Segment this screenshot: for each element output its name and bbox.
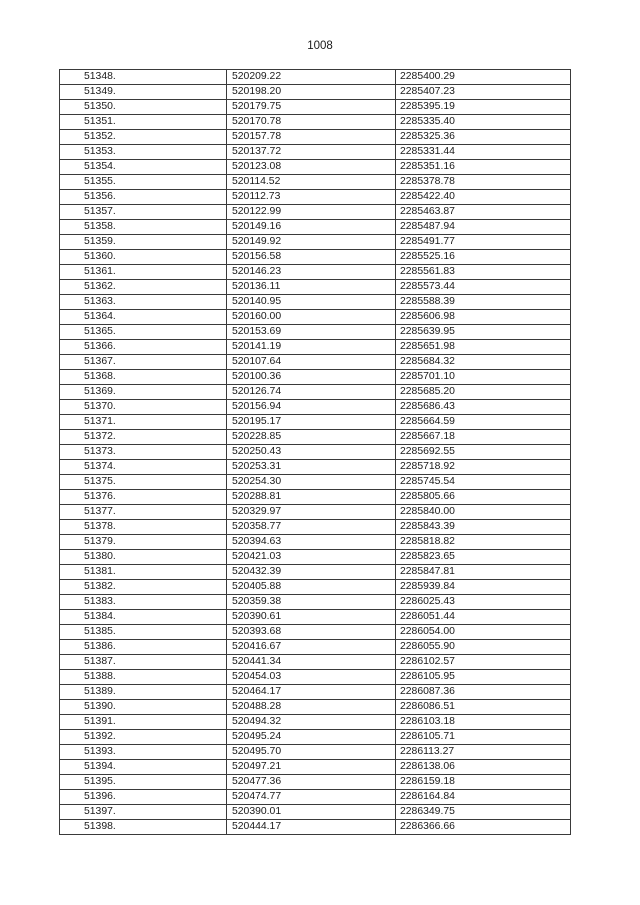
y-coordinate-cell: 2286138.06 [396, 760, 571, 775]
y-coordinate-cell: 2286105.71 [396, 730, 571, 745]
y-coordinate-cell: 2285639.95 [396, 325, 571, 340]
x-coordinate-cell: 520228.85 [227, 430, 396, 445]
point-number-cell: 51390. [60, 700, 227, 715]
y-coordinate-cell: 2285840.00 [396, 505, 571, 520]
x-coordinate-cell: 520160.00 [227, 310, 396, 325]
point-number-cell: 51358. [60, 220, 227, 235]
point-number-cell: 51374. [60, 460, 227, 475]
y-coordinate-cell: 2286113.27 [396, 745, 571, 760]
table-row [60, 775, 571, 790]
table-row [60, 85, 571, 100]
x-coordinate-cell: 520441.34 [227, 655, 396, 670]
y-coordinate-cell: 2286159.18 [396, 775, 571, 790]
y-coordinate-cell: 2285487.94 [396, 220, 571, 235]
x-coordinate-cell: 520170.78 [227, 115, 396, 130]
table-row [60, 550, 571, 565]
y-coordinate-cell: 2285823.65 [396, 550, 571, 565]
x-coordinate-cell: 520107.64 [227, 355, 396, 370]
table-row [60, 70, 571, 85]
table-row [60, 475, 571, 490]
x-coordinate-cell: 520209.22 [227, 70, 396, 85]
x-coordinate-cell: 520444.17 [227, 820, 396, 835]
table-row [60, 580, 571, 595]
x-coordinate-cell: 520156.58 [227, 250, 396, 265]
point-number-cell: 51394. [60, 760, 227, 775]
table-row [60, 205, 571, 220]
point-number-cell: 51391. [60, 715, 227, 730]
x-coordinate-cell: 520390.61 [227, 610, 396, 625]
x-coordinate-cell: 520123.08 [227, 160, 396, 175]
table-row [60, 700, 571, 715]
y-coordinate-cell: 2285686.43 [396, 400, 571, 415]
y-coordinate-cell: 2285407.23 [396, 85, 571, 100]
x-coordinate-cell: 520153.69 [227, 325, 396, 340]
table-row [60, 715, 571, 730]
point-number-cell: 51360. [60, 250, 227, 265]
point-number-cell: 51386. [60, 640, 227, 655]
x-coordinate-cell: 520195.17 [227, 415, 396, 430]
table-row [60, 220, 571, 235]
x-coordinate-cell: 520497.21 [227, 760, 396, 775]
x-coordinate-cell: 520254.30 [227, 475, 396, 490]
x-coordinate-cell: 520149.92 [227, 235, 396, 250]
y-coordinate-cell: 2285351.16 [396, 160, 571, 175]
point-number-cell: 51396. [60, 790, 227, 805]
table-row [60, 340, 571, 355]
table-row [60, 100, 571, 115]
y-coordinate-cell: 2285847.81 [396, 565, 571, 580]
point-number-cell: 51375. [60, 475, 227, 490]
x-coordinate-cell: 520122.99 [227, 205, 396, 220]
y-coordinate-cell: 2285684.32 [396, 355, 571, 370]
y-coordinate-cell: 2286051.44 [396, 610, 571, 625]
table-row [60, 610, 571, 625]
x-coordinate-cell: 520250.43 [227, 445, 396, 460]
table-row [60, 115, 571, 130]
x-coordinate-cell: 520140.95 [227, 295, 396, 310]
table-row [60, 820, 571, 835]
point-number-cell: 51349. [60, 85, 227, 100]
table-row [60, 310, 571, 325]
x-coordinate-cell: 520495.70 [227, 745, 396, 760]
y-coordinate-cell: 2285588.39 [396, 295, 571, 310]
table-row [60, 295, 571, 310]
y-coordinate-cell: 2286054.00 [396, 625, 571, 640]
table-row [60, 130, 571, 145]
x-coordinate-cell: 520405.88 [227, 580, 396, 595]
y-coordinate-cell: 2285395.19 [396, 100, 571, 115]
x-coordinate-cell: 520157.78 [227, 130, 396, 145]
point-number-cell: 51352. [60, 130, 227, 145]
y-coordinate-cell: 2285573.44 [396, 280, 571, 295]
point-number-cell: 51351. [60, 115, 227, 130]
y-coordinate-cell: 2286102.57 [396, 655, 571, 670]
x-coordinate-cell: 520114.52 [227, 175, 396, 190]
table-row [60, 655, 571, 670]
point-number-cell: 51392. [60, 730, 227, 745]
y-coordinate-cell: 2285745.54 [396, 475, 571, 490]
table-row [60, 745, 571, 760]
page-number: 1008 [307, 40, 333, 52]
point-number-cell: 51381. [60, 565, 227, 580]
table-row [60, 640, 571, 655]
point-number-cell: 51369. [60, 385, 227, 400]
table-row [60, 520, 571, 535]
table-row [60, 805, 571, 820]
point-number-cell: 51379. [60, 535, 227, 550]
table-row [60, 325, 571, 340]
y-coordinate-cell: 2286366.66 [396, 820, 571, 835]
table-row [60, 400, 571, 415]
y-coordinate-cell: 2286086.51 [396, 700, 571, 715]
y-coordinate-cell: 2285525.16 [396, 250, 571, 265]
point-number-cell: 51385. [60, 625, 227, 640]
table-row [60, 430, 571, 445]
x-coordinate-cell: 520149.16 [227, 220, 396, 235]
x-coordinate-cell: 520477.36 [227, 775, 396, 790]
y-coordinate-cell: 2285692.55 [396, 445, 571, 460]
coordinate-table-body [60, 70, 571, 835]
x-coordinate-cell: 520137.72 [227, 145, 396, 160]
point-number-cell: 51357. [60, 205, 227, 220]
y-coordinate-cell: 2285664.59 [396, 415, 571, 430]
x-coordinate-cell: 520288.81 [227, 490, 396, 505]
y-coordinate-cell: 2285685.20 [396, 385, 571, 400]
point-number-cell: 51348. [60, 70, 227, 85]
table-row [60, 190, 571, 205]
x-coordinate-cell: 520488.28 [227, 700, 396, 715]
point-number-cell: 51373. [60, 445, 227, 460]
y-coordinate-cell: 2286164.84 [396, 790, 571, 805]
x-coordinate-cell: 520494.32 [227, 715, 396, 730]
table-row [60, 490, 571, 505]
table-row [60, 445, 571, 460]
point-number-cell: 51366. [60, 340, 227, 355]
table-row [60, 595, 571, 610]
x-coordinate-cell: 520156.94 [227, 400, 396, 415]
point-number-cell: 51393. [60, 745, 227, 760]
x-coordinate-cell: 520495.24 [227, 730, 396, 745]
point-number-cell: 51380. [60, 550, 227, 565]
x-coordinate-cell: 520464.17 [227, 685, 396, 700]
x-coordinate-cell: 520126.74 [227, 385, 396, 400]
point-number-cell: 51350. [60, 100, 227, 115]
x-coordinate-cell: 520253.31 [227, 460, 396, 475]
point-number-cell: 51356. [60, 190, 227, 205]
table-row [60, 160, 571, 175]
x-coordinate-cell: 520329.97 [227, 505, 396, 520]
table-row [60, 280, 571, 295]
point-number-cell: 51398. [60, 820, 227, 835]
table-row [60, 625, 571, 640]
table-row [60, 460, 571, 475]
point-number-cell: 51371. [60, 415, 227, 430]
x-coordinate-cell: 520179.75 [227, 100, 396, 115]
table-row [60, 565, 571, 580]
x-coordinate-cell: 520416.67 [227, 640, 396, 655]
y-coordinate-cell: 2285400.29 [396, 70, 571, 85]
y-coordinate-cell: 2286105.95 [396, 670, 571, 685]
table-row [60, 535, 571, 550]
table-row [60, 385, 571, 400]
y-coordinate-cell: 2286103.18 [396, 715, 571, 730]
point-number-cell: 51389. [60, 685, 227, 700]
x-coordinate-cell: 520421.03 [227, 550, 396, 565]
point-number-cell: 51397. [60, 805, 227, 820]
y-coordinate-cell: 2285422.40 [396, 190, 571, 205]
y-coordinate-cell: 2285325.36 [396, 130, 571, 145]
y-coordinate-cell: 2285378.78 [396, 175, 571, 190]
x-coordinate-cell: 520141.19 [227, 340, 396, 355]
y-coordinate-cell: 2285463.87 [396, 205, 571, 220]
x-coordinate-cell: 520394.63 [227, 535, 396, 550]
y-coordinate-cell: 2285331.44 [396, 145, 571, 160]
point-number-cell: 51387. [60, 655, 227, 670]
table-row [60, 175, 571, 190]
point-number-cell: 51355. [60, 175, 227, 190]
y-coordinate-cell: 2285651.98 [396, 340, 571, 355]
y-coordinate-cell: 2285843.39 [396, 520, 571, 535]
table-row [60, 355, 571, 370]
table-row [60, 730, 571, 745]
point-number-cell: 51378. [60, 520, 227, 535]
table-row [60, 685, 571, 700]
point-number-cell: 51384. [60, 610, 227, 625]
point-number-cell: 51382. [60, 580, 227, 595]
point-number-cell: 51368. [60, 370, 227, 385]
point-number-cell: 51365. [60, 325, 227, 340]
y-coordinate-cell: 2285818.82 [396, 535, 571, 550]
point-number-cell: 51361. [60, 265, 227, 280]
table-row [60, 670, 571, 685]
y-coordinate-cell: 2285939.84 [396, 580, 571, 595]
x-coordinate-cell: 520432.39 [227, 565, 396, 580]
point-number-cell: 51370. [60, 400, 227, 415]
table-row [60, 415, 571, 430]
point-number-cell: 51383. [60, 595, 227, 610]
y-coordinate-cell: 2286349.75 [396, 805, 571, 820]
x-coordinate-cell: 520393.68 [227, 625, 396, 640]
y-coordinate-cell: 2285335.40 [396, 115, 571, 130]
y-coordinate-cell: 2285606.98 [396, 310, 571, 325]
table-row [60, 235, 571, 250]
x-coordinate-cell: 520112.73 [227, 190, 396, 205]
x-coordinate-cell: 520474.77 [227, 790, 396, 805]
x-coordinate-cell: 520198.20 [227, 85, 396, 100]
point-number-cell: 51395. [60, 775, 227, 790]
y-coordinate-cell: 2285491.77 [396, 235, 571, 250]
coordinate-table [59, 69, 571, 835]
point-number-cell: 51363. [60, 295, 227, 310]
table-row [60, 790, 571, 805]
y-coordinate-cell: 2285701.10 [396, 370, 571, 385]
y-coordinate-cell: 2286055.90 [396, 640, 571, 655]
point-number-cell: 51376. [60, 490, 227, 505]
table-row [60, 145, 571, 160]
table-row [60, 370, 571, 385]
x-coordinate-cell: 520136.11 [227, 280, 396, 295]
point-number-cell: 51364. [60, 310, 227, 325]
y-coordinate-cell: 2285718.92 [396, 460, 571, 475]
point-number-cell: 51367. [60, 355, 227, 370]
y-coordinate-cell: 2285805.66 [396, 490, 571, 505]
x-coordinate-cell: 520359.38 [227, 595, 396, 610]
table-row [60, 250, 571, 265]
y-coordinate-cell: 2285561.83 [396, 265, 571, 280]
table-row [60, 760, 571, 775]
point-number-cell: 51388. [60, 670, 227, 685]
y-coordinate-cell: 2286025.43 [396, 595, 571, 610]
x-coordinate-cell: 520100.36 [227, 370, 396, 385]
x-coordinate-cell: 520390.01 [227, 805, 396, 820]
y-coordinate-cell: 2286087.36 [396, 685, 571, 700]
table-row [60, 265, 571, 280]
point-number-cell: 51353. [60, 145, 227, 160]
x-coordinate-cell: 520454.03 [227, 670, 396, 685]
point-number-cell: 51354. [60, 160, 227, 175]
x-coordinate-cell: 520358.77 [227, 520, 396, 535]
point-number-cell: 51362. [60, 280, 227, 295]
point-number-cell: 51372. [60, 430, 227, 445]
table-row [60, 505, 571, 520]
point-number-cell: 51359. [60, 235, 227, 250]
point-number-cell: 51377. [60, 505, 227, 520]
x-coordinate-cell: 520146.23 [227, 265, 396, 280]
y-coordinate-cell: 2285667.18 [396, 430, 571, 445]
